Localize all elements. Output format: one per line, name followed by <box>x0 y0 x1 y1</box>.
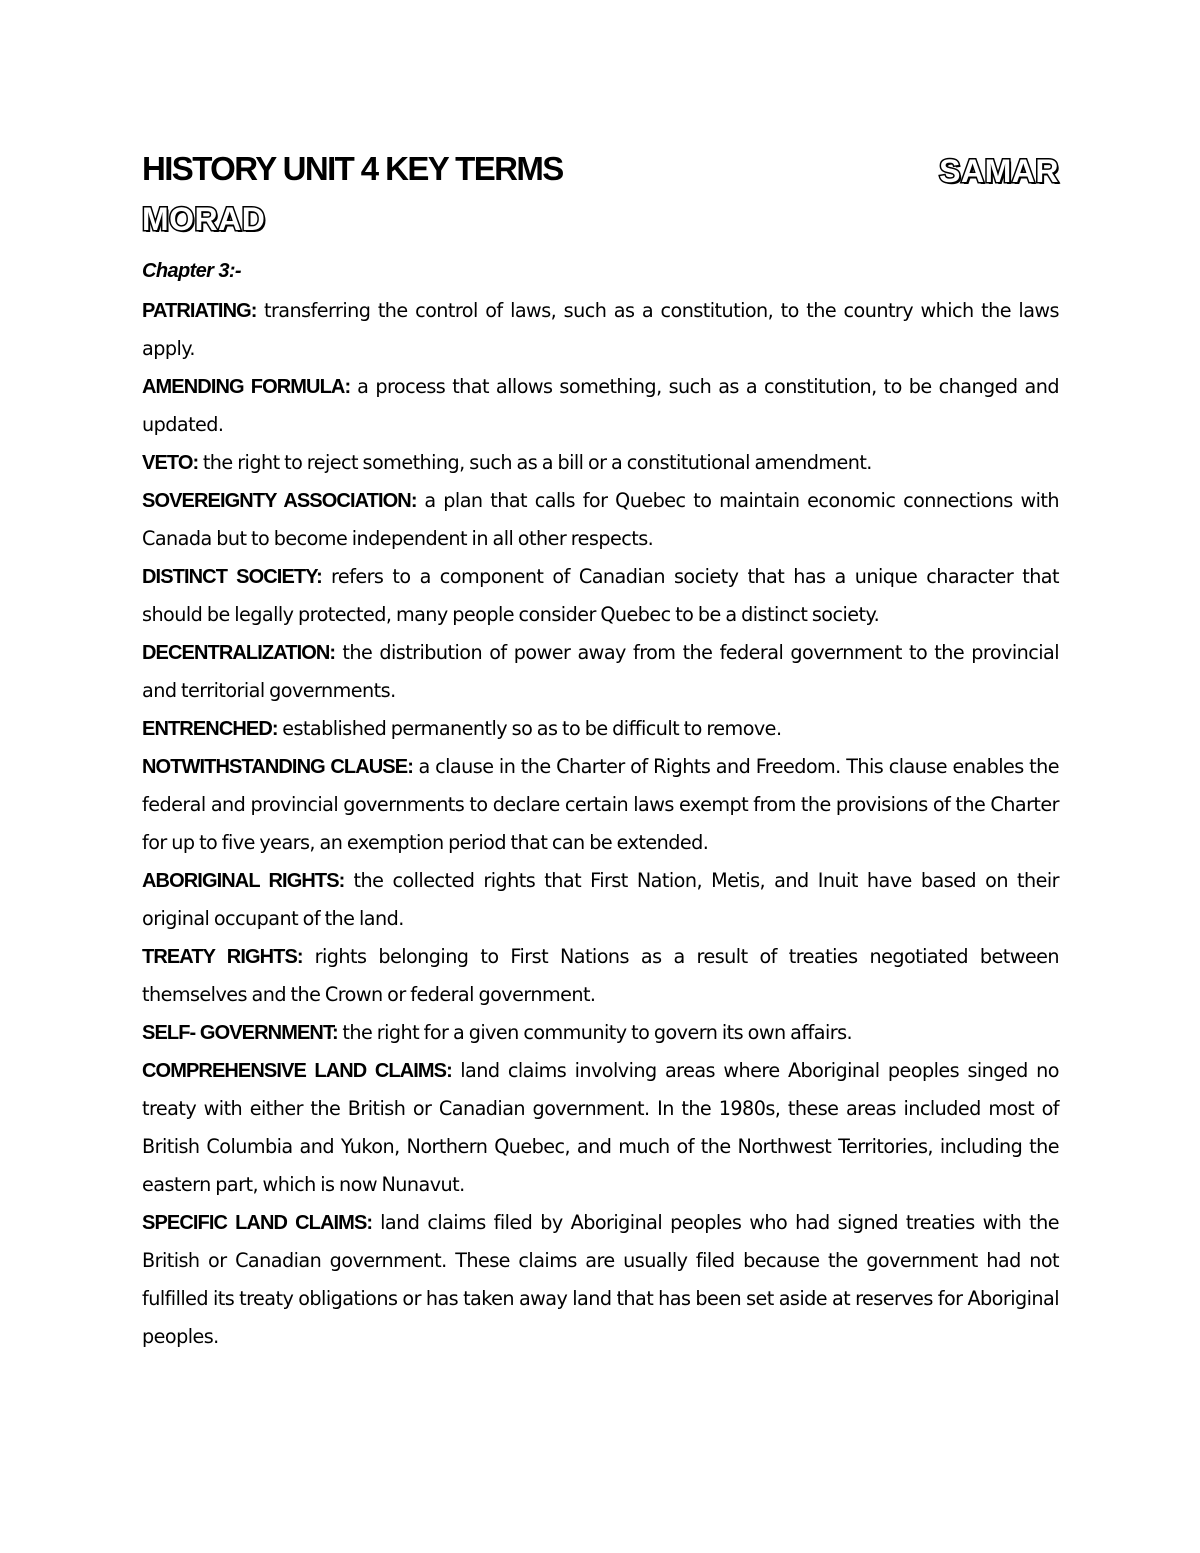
key-term: NOTWITHSTANDING CLAUSE: <box>142 756 413 778</box>
key-term: SOVEREIGNTY ASSOCIATION: <box>142 490 417 512</box>
key-term: COMPREHENSIVE LAND CLAIMS: <box>142 1060 452 1082</box>
key-term-entry <box>142 634 1059 710</box>
key-term-entry <box>142 748 1059 862</box>
key-term-entry <box>142 862 1059 938</box>
key-term-definition: rights belonging to First Nations as a result of treaties negotiated between themselves and the Crown or federal government. <box>142 945 1060 1006</box>
key-term-entry <box>142 368 1059 444</box>
document-page <box>142 138 1059 1356</box>
key-term: TREATY RIGHTS: <box>142 946 303 968</box>
key-term-entry <box>142 1052 1059 1204</box>
key-term: SELF- GOVERNMENT: <box>142 1022 338 1044</box>
key-term: AMENDING FORMULA: <box>142 376 351 398</box>
key-term-definition: land claims involving areas where Aboriginal peoples singed no treaty with either the British or Canadian government. In the 1980s, these areas included most of British Columbia and Yukon, Northern Quebec, and much of the Northwest Territories, including the eastern part, which is now Nunavut. <box>142 1059 1059 1196</box>
key-term-entry <box>142 710 1059 748</box>
key-term-definition: the distribution of power away from the federal government to the provincial and territorial governments. <box>142 641 1059 702</box>
key-term-definition: a process that allows something, such as a constitution, to be changed and updated. <box>142 375 1059 436</box>
author-name-second: MORAD <box>142 201 266 237</box>
key-term-entry <box>142 938 1059 1014</box>
key-term-entry <box>142 1014 1059 1052</box>
key-term-definition: a clause in the Charter of Rights and Freedom. This clause enables the federal and provincial governments to declare certain laws exempt from the provisions of the Charter for up to five years, an exemption period that can be extended. <box>142 755 1060 854</box>
key-term: DISTINCT SOCIETY: <box>142 566 322 588</box>
title-row <box>142 138 1059 188</box>
key-term: PATRIATING: <box>142 300 257 322</box>
key-term: VETO: <box>142 452 199 474</box>
key-term-entry <box>142 482 1059 558</box>
key-term-definition: the collected rights that First Nation, Metis, and Inuit have based on their original occupant of the land. <box>142 869 1059 930</box>
key-term-definition: established permanently so as to be difficult to remove. <box>282 717 782 740</box>
chapter-heading: Chapter 3:- <box>142 260 241 282</box>
key-term-entry <box>142 444 1059 482</box>
key-term-definition: land claims filed by Aboriginal peoples who had signed treaties with the British or Canadian government. These claims are usually filed because the government had not fulfilled its treaty obligations or has taken away land that has been set aside at reserves for Aboriginal peoples. <box>142 1211 1059 1348</box>
key-terms-list <box>142 292 1059 1356</box>
author-name-first: SAMAR <box>939 153 1059 189</box>
document-title: HISTORY UNIT 4 KEY TERMS <box>142 150 563 187</box>
key-term-entry <box>142 292 1059 368</box>
key-term-definition: transferring the control of laws, such as a constitution, to the country which the laws apply. <box>142 299 1059 360</box>
key-term: SPECIFIC LAND CLAIMS: <box>142 1212 373 1234</box>
key-term-definition: a plan that calls for Quebec to maintain economic connections with Canada but to become independent in all other respects. <box>142 489 1059 550</box>
key-term-definition: the right for a given community to govern its own affairs. <box>342 1021 853 1044</box>
key-term: ABORIGINAL RIGHTS: <box>142 870 345 892</box>
key-term-entry <box>142 558 1059 634</box>
key-term: DECENTRALIZATION: <box>142 642 336 664</box>
key-term: ENTRENCHED: <box>142 718 278 740</box>
key-term-entry <box>142 1204 1059 1356</box>
key-term-definition: the right to reject something, such as a bill or a constitutional amendment. <box>202 451 872 474</box>
key-term-definition: refers to a component of Canadian society that has a unique character that should be legally protected, many people consider Quebec to be a distinct society. <box>142 565 1059 626</box>
